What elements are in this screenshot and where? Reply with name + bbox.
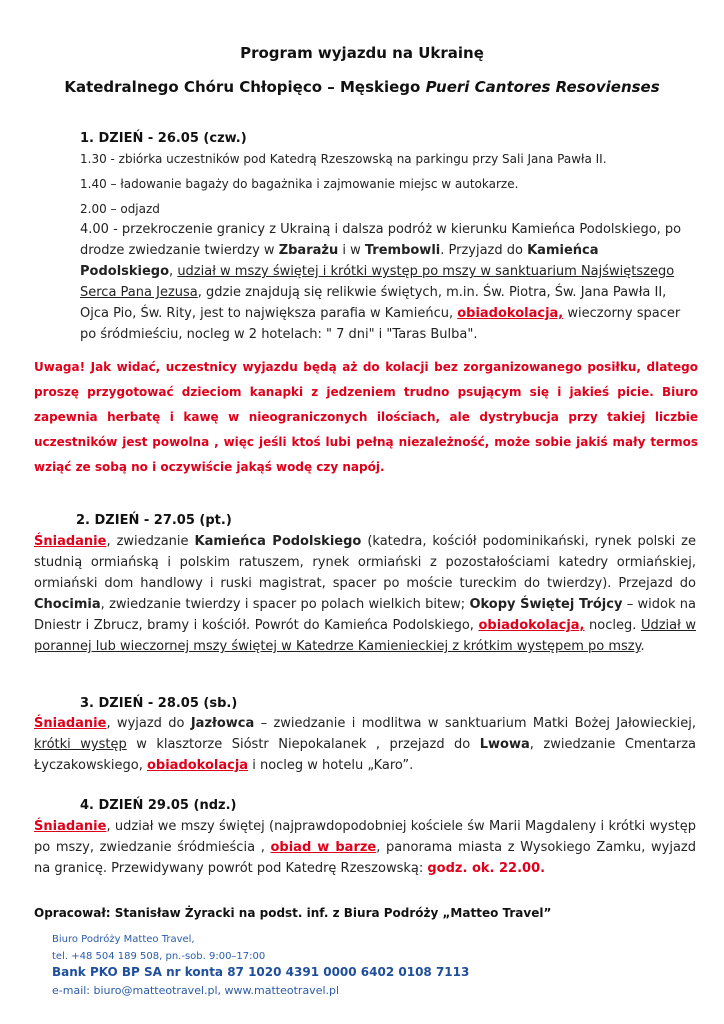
day2-text-d: – widok na Dniestr i Zbrucz, bramy i kościół. Powrót do Kamieńca Podolskiego, (34, 597, 696, 633)
day1-zbarazh: Zbarażu (278, 243, 339, 258)
day4-paragraph (34, 816, 696, 879)
day4-lunch: obiad w barze (270, 840, 377, 855)
day3-text-e: i nocleg w hotelu „Karo”. (248, 758, 414, 773)
day2-dinner: obiadokolacja, (478, 618, 585, 633)
day3-paragraph (34, 713, 696, 776)
day2-mass-underlined: Udział w porannej lub wieczornej mszy świętej w Katedrze Kamienieckiej z krótkim występem po mszy (34, 618, 696, 654)
day3-performance-underlined: krótki występ (34, 737, 127, 752)
day1-line-3: 2.00 – odjazd (80, 202, 160, 216)
day2-text-c: , zwiedzanie twierdzy i spacer po polach wielkich bitew; (100, 597, 470, 612)
day1-kamieniec: Kamieńca Podolskiego (80, 243, 599, 279)
day3-text-d: , zwiedzanie Cmentarza Łyczakowskiego, (34, 737, 697, 773)
day1-text-a: 4.00 - przekroczenie granicy z Ukrainą i dalsza podróż w kierunku Kamieńca Podolskiego, po drodze zwiedzanie twierdzy w (80, 222, 682, 258)
day2-text-e: nocleg. (584, 618, 641, 633)
day1-paragraph (80, 219, 692, 345)
subtitle-main: Katedralnego Chóru Chłopięco – Męskiego (64, 78, 426, 96)
day3-text-b: – zwiedzanie i modlitwa w sanktuarium Matki Bożej Jałowieckiej, (254, 716, 697, 731)
day2-breakfast: Śniadanie (34, 534, 107, 549)
footer-phone: tel. +48 504 189 508, pn.-sob. 9:00–17:00 (52, 951, 266, 962)
day3-jazlowiec: Jazłowca (190, 716, 255, 731)
day1-text-b: i w (338, 243, 365, 258)
warning-note: Uwaga! Jak widać, uczestnicy wyjazdu będą aż do kolacji bez zorganizowanego posiłku, dlatego proszę przygotować dzieciom kanapki z jedzeniem trudno psującym się i jakieś picie. Biuro zapewnia herbatę i kawę w nieograniczonych ilościach, ale dystrybucja przy takiej liczbie uczestników jest powolna , więc jeśli ktoś lubi pełną niezależność, może sobie jakiś mały termos wziąć ze sobą no i oczywiście jakąś wodę czy napój. (34, 360, 698, 474)
day3-breakfast: Śniadanie (34, 716, 107, 731)
day2-chocim: Chocimia (34, 597, 101, 612)
day2-text-b: (katedra, kościół podominikański, rynek polski ze studnią ormiańską i polskim ratuszem, rynek ormiański z pozostałościami katedry ormiańskiej, ormiański dom handlowy i ruski magistrat, spacer po moście tureckim do twierdzy). Przejazd do (34, 534, 696, 591)
day3-heading: 3. DZIEŃ - 28.05 (sb.) (80, 696, 238, 711)
subtitle-choir-name: Pueri Cantores Resovienses (425, 78, 660, 96)
footer-bank-account: Bank PKO BP SA nr konta 87 1020 4391 0000 6402 0108 7113 (52, 965, 470, 979)
day4-return-time: godz. ok. 22.00. (427, 861, 546, 876)
day2-okopy: Okopy Świętej Trójcy (469, 597, 623, 612)
day1-text-d: , (169, 264, 178, 279)
day2-paragraph (34, 531, 696, 657)
day2-kamieniec: Kamieńca Podolskiego (194, 534, 362, 549)
day1-text-e: , gdzie znajdują się relikwie świętych, m.in. Św. Piotra, Św. Jana Pawła II, Ojca Pio, Św. Rity, jest to największa parafia w Kamieńcu, (80, 285, 667, 321)
day1-text-f: wieczorny spacer po śródmieściu, nocleg w 2 hotelach: " 7 dni" i "Taras Bulba". (80, 306, 681, 342)
day2-text-a: , zwiedzanie (106, 534, 195, 549)
day2-heading: 2. DZIEŃ - 27.05 (pt.) (76, 513, 232, 528)
day1-mass-underlined: udział w mszy świętej i krótki występ po mszy w sanktuarium Najświętszego Serca Pana Jezusa (80, 264, 675, 300)
day4-breakfast: Śniadanie (34, 819, 107, 834)
day3-dinner: obiadokolacja (146, 758, 249, 773)
day2-text-f: . (640, 639, 645, 654)
day4-heading: 4. DZIEŃ 29.05 (ndz.) (80, 798, 237, 813)
day3-lwow: Lwowa (479, 737, 530, 752)
day1-line-1: 1.30 - zbiórka uczestników pod Katedrą Rzeszowską na parkingu przy Sali Jana Pawła II. (80, 152, 607, 166)
footer-author: Opracował: Stanisław Żyracki na podst. inf. z Biura Podróży „Matteo Travel” (34, 906, 552, 920)
day3-text-a: , wyjazd do (106, 716, 191, 731)
day3-text-c: w klasztorze Sióstr Niepokalanek , przejazd do (126, 737, 480, 752)
document-title: Program wyjazdu na Ukrainę (240, 44, 484, 62)
footer-company: Biuro Podróży Matteo Travel, (52, 934, 195, 945)
day1-dinner: obiadokolacja, (457, 306, 564, 321)
footer-contact[interactable]: e-mail: biuro@matteotravel.pl, www.matteotravel.pl (52, 984, 340, 997)
day1-text-c: . Przyjazd do (440, 243, 528, 258)
day1-trembowla: Trembowli (364, 243, 441, 258)
day4-text-a: , udział we mszy świętej (najprawdopodobniej kościele św Marii Magdaleny i krótki występ po mszy, zwiedzanie śródmieścia , (34, 819, 696, 855)
day1-heading: 1. DZIEŃ - 26.05 (czw.) (80, 131, 247, 146)
document-subtitle (0, 78, 724, 96)
day4-text-b: , panorama miasta z Wysokiego Zamku, wyjazd na granicę. Przewidywany powrót pod Katedrę Rzeszowską: (34, 840, 696, 876)
day1-line-2: 1.40 – ładowanie bagaży do bagażnika i zajmowanie miejsc w autokarze. (80, 177, 519, 191)
